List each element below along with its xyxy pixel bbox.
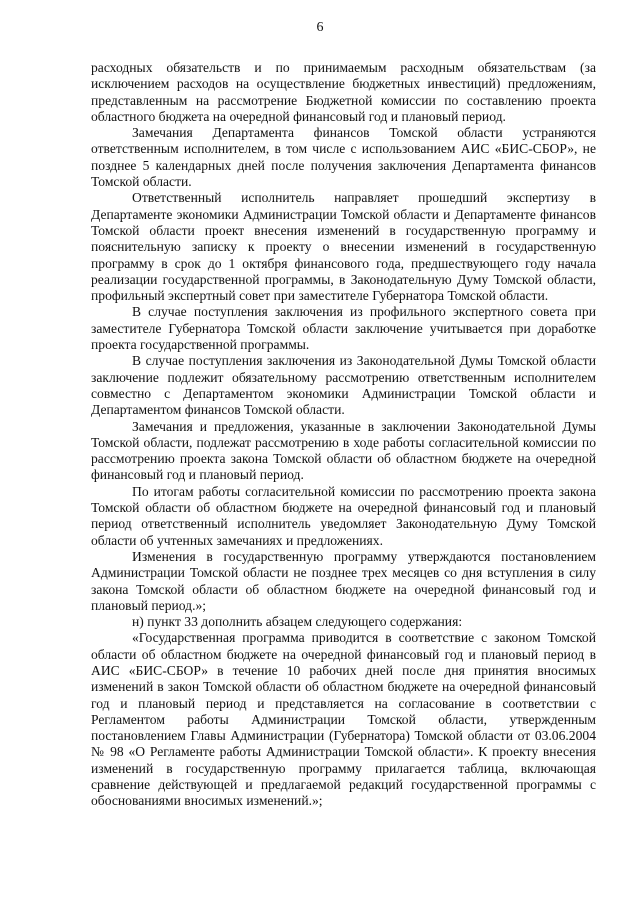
page-number: 6 bbox=[316, 20, 324, 35]
paragraph: Изменения в государственную программу утверждаются постановлением Администрации Томской области не позднее трех месяцев со дня вступления в силу закона Томской области об областном бюджете на очередной финансовый год и плановый период.»; bbox=[91, 548, 596, 613]
paragraph: Ответственный исполнитель направляет прошедший экспертизу в Департаменте экономики Администрации Томской области и Департаменте финансов Томской области проект внесения изменений в государственную программу и пояснительную записку к проекту о внесении изменений в государственную программу в срок до 1 октября финансового года, предшествующего году начала реализации государственной программы, в Законодательную Думу Томской области, профильный экспертный совет при заместителе Губернатора Томской области. bbox=[91, 190, 596, 304]
paragraph: По итогам работы согласительной комиссии по рассмотрению проекта закона Томской области об областном бюджете на очередной финансовый год и плановый период ответственный исполнитель уведомляет Законодательную Думу Томской области об учтенных замечаниях и предложениях. bbox=[91, 483, 596, 548]
document-body bbox=[91, 60, 596, 810]
paragraph: В случае поступления заключения из Законодательной Думы Томской области заключение подлежит обязательному рассмотрению ответственным исполнителем совместно с Департаментом экономики Администрации Томской области и Департаментом финансов Томской области. bbox=[91, 353, 596, 418]
paragraph: расходных обязательств и по принимаемым расходным обязательствам (за исключением расходов на осуществление бюджетных инвестиций) предложениям, представленным на рассмотрение Бюджетной комиссии по составлению проекта областного бюджета на очередной финансовый год и плановый период. bbox=[91, 60, 596, 124]
paragraph: Замечания и предложения, указанные в заключении Законодательной Думы Томской области, подлежат рассмотрению в ходе работы согласительной комиссии по рассмотрению проекта закона Томской области об областном бюджете на очередной финансовый год и плановый период. bbox=[91, 418, 596, 483]
paragraph: «Государственная программа приводится в соответствие с законом Томской области об областном бюджете на очередной финансовый год и плановый период в АИС «БИС-СБОР» в течение 10 рабочих дней после дня принятия вносимых изменений в закон Томской области об областном бюджете на очередной финансовый год и плановый период и представляется на согласование в соответствии с Регламентом работы Администрации Томской области, утвержденным постановлением Главы Администрации (Губернатора) Томской области от 03.06.2004 № 98 «О Регламенте работы Администрации Томской области». К проекту внесения изменений в государственную программу прилагается таблица, включающая сравнение действующей и предлагаемой редакций государственной программы с обоснованиями вносимых изменений.»; bbox=[91, 630, 596, 809]
paragraph: Замечания Департамента финансов Томской области устраняются ответственным исполнителем, в том числе с использованием АИС «БИС-СБОР», не позднее 5 календарных дней после получения заключения Департамента финансов Томской области. bbox=[91, 125, 596, 190]
paragraph: В случае поступления заключения из профильного экспертного совета при заместителе Губернатора Томской области заключение учитывается при доработке проекта государственной программы. bbox=[91, 304, 596, 353]
paragraph: н) пункт 33 дополнить абзацем следующего содержания: bbox=[132, 614, 463, 630]
